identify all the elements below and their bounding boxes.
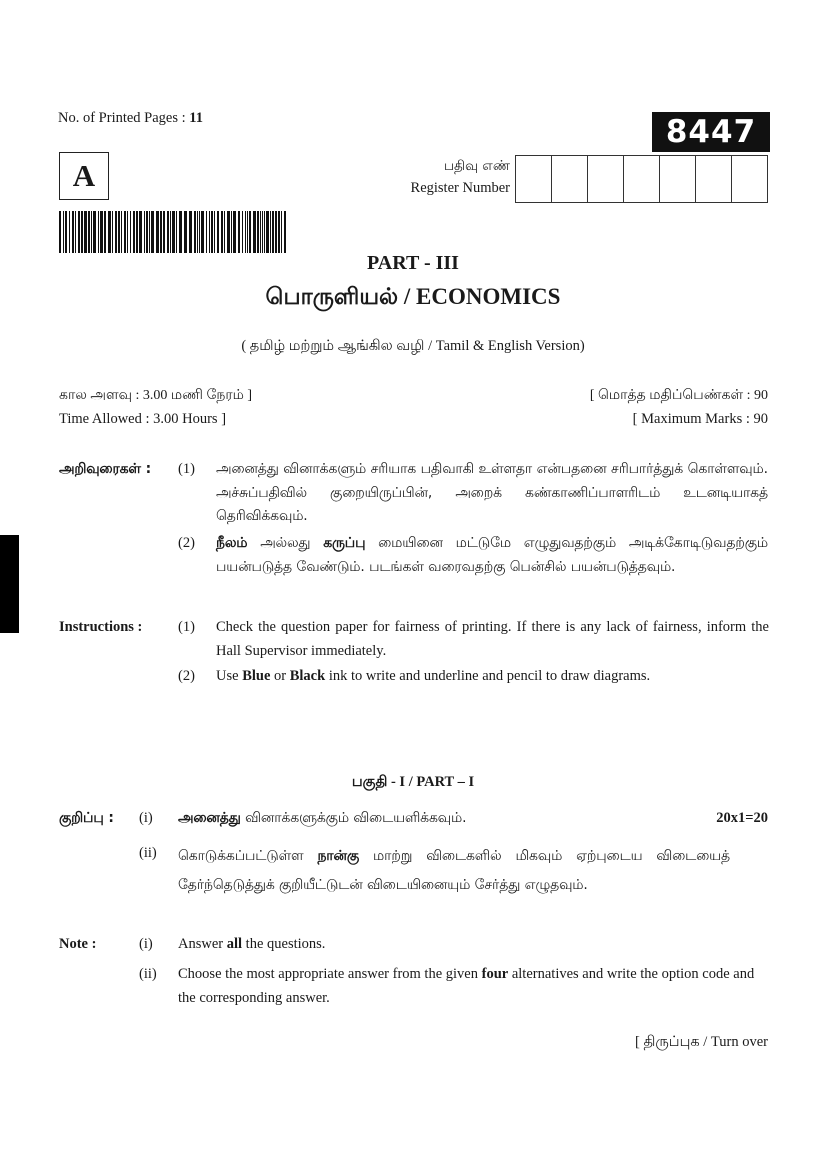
or-word-tamil: அல்லது — [247, 535, 324, 551]
paper-code-box — [652, 112, 770, 152]
four-word-tamil: நான்கு — [317, 848, 360, 864]
register-number-grid[interactable] — [515, 155, 768, 203]
register-digit-cell[interactable] — [552, 156, 588, 202]
side-tab-marker — [0, 535, 19, 633]
instruction-english-1-text: Check the question paper for fairness of printing. If there is any lack of fairness, inform the Hall Supervisor immediately. — [216, 619, 769, 659]
note-tamil-ii-rest: மாற்று விடைகளில் மிகவும் ஏற்புடைய விடையைத் தேர்ந்தெடுத்துக் குறியீட்டுடன் விடையினையும் சேர்த்து எழுதவும். — [178, 848, 730, 893]
or-word: or — [270, 668, 290, 684]
note-english-label: Note : — [59, 936, 97, 952]
note-tamil-i-number: (i) — [139, 810, 153, 826]
register-digit-cell[interactable] — [588, 156, 624, 202]
note-english-i-number: (i) — [139, 936, 153, 952]
register-label-english: Register Number — [410, 180, 510, 196]
register-digit-cell[interactable] — [696, 156, 732, 202]
instruction-english-2-rest: ink to write and underline and pencil to draw diagrams. — [325, 668, 651, 684]
blue-word-tamil: நீலம் — [216, 535, 248, 551]
instruction-tamil-1-number: (1) — [178, 461, 195, 477]
barcode — [59, 211, 287, 253]
instruction-tamil-2-rest: மையினை மட்டுமே எழுதுவதற்கும் அடிக்கோடிடுவதற்கும் பயன்படுத்த வேண்டும். படங்கள் வரைவதற்கு பென்சில் பயன்படுத்தவும். — [216, 535, 768, 575]
max-marks-tamil: [ மொத்த மதிப்பெண்கள் : 90 — [589, 388, 768, 403]
four-word: four — [481, 966, 509, 982]
time-allowed-english: Time Allowed : 3.00 Hours ] — [59, 411, 227, 427]
blue-word: Blue — [242, 668, 271, 684]
note-english-i-rest: the questions. — [242, 936, 326, 952]
black-word: Black — [289, 668, 326, 684]
note-english-ii-text — [178, 963, 768, 1010]
printed-pages-value: 11 — [189, 110, 203, 126]
register-digit-cell[interactable] — [660, 156, 696, 202]
note-tamil-i-text — [178, 807, 467, 831]
register-label-tamil: பதிவு எண் — [443, 158, 510, 174]
note-tamil-ii-text — [178, 842, 730, 900]
time-allowed-tamil: கால அளவு : 3.00 மணி நேரம் ] — [59, 388, 253, 403]
note-tamil-ii-number: (ii) — [139, 845, 157, 861]
part-heading: PART - III — [367, 252, 459, 274]
part-1-heading: பகுதி - I / PART – I — [351, 774, 475, 790]
register-digit-cell[interactable] — [516, 156, 552, 202]
instruction-english-2-text — [216, 665, 769, 689]
register-digit-cell[interactable] — [732, 156, 767, 202]
use-word: Use — [216, 668, 243, 684]
note-tamil-ii-pre: கொடுக்கப்பட்டுள்ள — [178, 848, 318, 864]
note-english-i-pre: Answer — [178, 936, 227, 952]
max-marks-english: [ Maximum Marks : 90 — [632, 411, 768, 427]
all-word: all — [226, 936, 243, 952]
note-english-ii-pre: Choose the most appropriate answer from the given — [178, 966, 482, 982]
all-word-tamil: அனைத்து — [178, 810, 241, 826]
instructions-english-label: Instructions : — [59, 619, 143, 635]
turn-over-note: [ திருப்புக / Turn over — [635, 1034, 768, 1050]
marks-scheme: 20x1=20 — [716, 810, 768, 826]
register-digit-cell[interactable] — [624, 156, 660, 202]
paper-code: 8447 — [665, 114, 757, 150]
black-word-tamil: கருப்பு — [323, 535, 366, 551]
note-tamil-i-rest: வினாக்களுக்கும் விடையளிக்கவும். — [240, 810, 467, 826]
series-box — [59, 152, 109, 200]
note-english-i-text — [178, 933, 325, 957]
instruction-english-2-number: (2) — [178, 668, 195, 684]
note-english-ii-rest: alternatives and write the option code and the corresponding answer. — [178, 966, 755, 1006]
instruction-tamil-2-number: (2) — [178, 535, 195, 551]
instruction-tamil-1-text: அனைத்து வினாக்களும் சரியாக பதிவாகி உள்ளதா என்பதனை சரிபார்த்துக் கொள்ளவும். அச்சுப்பதிவில் குறையிருப்பின், அறைக் கண்காணிப்பாளரிடம் உடனடியாகத் தெரிவிக்கவும். — [216, 461, 768, 524]
note-english-ii-number: (ii) — [139, 966, 157, 982]
instruction-english-1-number: (1) — [178, 619, 195, 635]
series-letter: A — [72, 158, 96, 193]
subject-title: பொருளியல் / ECONOMICS — [265, 284, 561, 309]
note-tamil-label: குறிப்பு : — [59, 810, 114, 826]
printed-pages-label: No. of Printed Pages : — [58, 110, 190, 126]
instruction-tamil-2-text — [216, 532, 768, 579]
version-line: ( தமிழ் மற்றும் ஆங்கில வழி / Tamil & English Version) — [241, 338, 585, 354]
instructions-tamil-label: அறிவுரைகள் : — [59, 461, 152, 477]
printed-pages-line — [58, 110, 203, 127]
